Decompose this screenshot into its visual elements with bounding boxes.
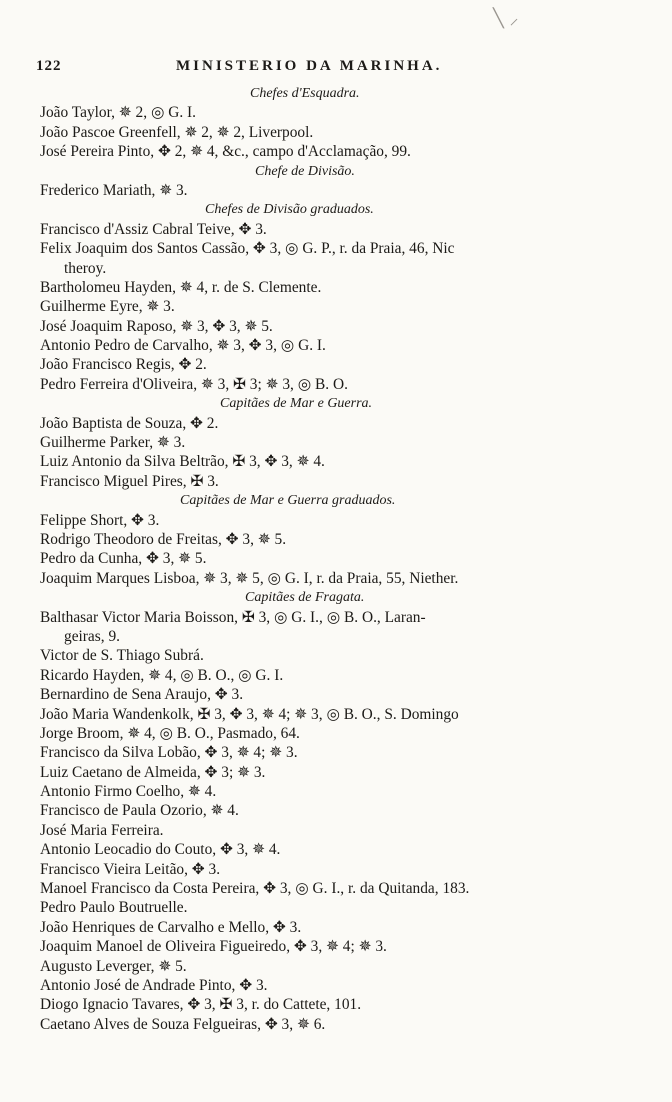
entry-line: José Pereira Pinto, ✥ 2, ✵ 4, &c., campo d'Acclamação, 99.	[40, 143, 411, 161]
entry-line: Antonio Firmo Coelho, ✵ 4.	[40, 783, 217, 801]
entry-line: Francisco de Paula Ozorio, ✵ 4.	[40, 802, 239, 820]
entry-line: João Taylor, ✵ 2, ◎ G. I.	[40, 104, 197, 122]
corner-mark-icon: ╲ ⸝	[493, 8, 519, 29]
entry-line: João Maria Wandenkolk, ✠ 3, ✥ 3, ✵ 4; ✵ 3, ◎ B. O., S. Domingo	[40, 705, 459, 723]
entry-line: Rodrigo Theodoro de Freitas, ✥ 3, ✵ 5.	[40, 530, 287, 548]
entry-line: Augusto Leverger, ✵ 5.	[40, 957, 187, 975]
entry-line: Victor de S. Thiago Subrá.	[40, 647, 204, 665]
entry-line: Guilherme Parker, ✵ 3.	[40, 434, 186, 452]
entry-line: João Baptista de Souza, ✥ 2.	[40, 414, 219, 432]
section-heading: Capitães de Mar e Guerra.	[220, 396, 373, 412]
entry-line: Balthasar Victor Maria Boisson, ✠ 3, ◎ G. I., ◎ B. O., Laran-	[40, 608, 426, 626]
entry-line: Diogo Ignacio Tavares, ✥ 3, ✠ 3, r. do Cattete, 101.	[40, 996, 362, 1014]
entry-line: João Pascoe Greenfell, ✵ 2, ✵ 2, Liverpool.	[40, 123, 314, 141]
entry-line: João Francisco Regis, ✥ 2.	[40, 356, 207, 374]
entry-line: Joaquim Marques Lisboa, ✵ 3, ✵ 5, ◎ G. I, r. da Praia, 55, Niether.	[40, 569, 459, 587]
page-number: 122	[36, 58, 62, 74]
entry-line: Pedro da Cunha, ✥ 3, ✵ 5.	[40, 550, 207, 568]
entry-continuation: theroy.	[64, 259, 107, 277]
entry-line: Pedro Ferreira d'Oliveira, ✵ 3, ✠ 3; ✵ 3, ◎ B. O.	[40, 375, 348, 393]
entry-line: José Joaquim Raposo, ✵ 3, ✥ 3, ✵ 5.	[40, 317, 273, 335]
entry-line: Felippe Short, ✥ 3.	[40, 511, 160, 529]
entry-line: Francisco d'Assiz Cabral Teive, ✥ 3.	[40, 220, 267, 238]
entry-line: Francisco da Silva Lobão, ✥ 3, ✵ 4; ✵ 3.	[40, 744, 298, 762]
section-heading: Capitães de Fragata.	[245, 590, 365, 606]
section-heading: Chefes de Divisão graduados.	[205, 202, 374, 218]
entry-line: Bernardino de Sena Araujo, ✥ 3.	[40, 686, 244, 704]
section-heading: Chefes d'Esquadra.	[250, 86, 360, 101]
entry-line: Jorge Broom, ✵ 4, ◎ B. O., Pasmado, 64.	[40, 724, 300, 742]
entry-line: Caetano Alves de Souza Felgueiras, ✥ 3, ✵ 6.	[40, 1015, 326, 1033]
entry-line: Luiz Caetano de Almeida, ✥ 3; ✵ 3.	[40, 763, 266, 781]
entry-line: Joaquim Manoel de Oliveira Figueiredo, ✥ 3, ✵ 4; ✵ 3.	[40, 938, 387, 956]
section-heading: Chefe de Divisão.	[255, 163, 355, 179]
entry-line: Bartholomeu Hayden, ✵ 4, r. de S. Clemente.	[40, 278, 322, 296]
entry-line: João Henriques de Carvalho e Mello, ✥ 3.	[40, 918, 302, 936]
page-header	[36, 58, 636, 80]
entry-line: Francisco Miguel Pires, ✠ 3.	[40, 472, 219, 490]
entry-line: Pedro Paulo Boutruelle.	[40, 899, 188, 917]
entry-line: Felix Joaquim dos Santos Cassão, ✥ 3, ◎ G. P., r. da Praia, 46, Nic	[40, 240, 455, 258]
entry-line: Luiz Antonio da Silva Beltrão, ✠ 3, ✥ 3, ✵ 4.	[40, 453, 325, 471]
entry-line: Antonio José de Andrade Pinto, ✥ 3.	[40, 976, 268, 994]
running-title: MINISTERIO DA MARINHA.	[176, 58, 443, 74]
entry-line: Guilherme Eyre, ✵ 3.	[40, 298, 175, 316]
entry-line: Frederico Mariath, ✵ 3.	[40, 181, 188, 199]
text-body	[40, 84, 640, 1034]
entry-line: Ricardo Hayden, ✵ 4, ◎ B. O., ◎ G. I.	[40, 666, 284, 684]
entry-line: Francisco Vieira Leitão, ✥ 3.	[40, 860, 221, 878]
entry-line: José Maria Ferreira.	[40, 821, 164, 839]
entry-continuation: geiras, 9.	[64, 627, 120, 645]
entry-line: Manoel Francisco da Costa Pereira, ✥ 3, ◎ G. I., r. da Quitanda, 183.	[40, 880, 470, 898]
entry-line: Antonio Leocadio do Couto, ✥ 3, ✵ 4.	[40, 841, 281, 859]
entry-line: Antonio Pedro de Carvalho, ✵ 3, ✥ 3, ◎ G. I.	[40, 337, 326, 355]
section-heading: Capitães de Mar e Guerra graduados.	[180, 493, 396, 509]
